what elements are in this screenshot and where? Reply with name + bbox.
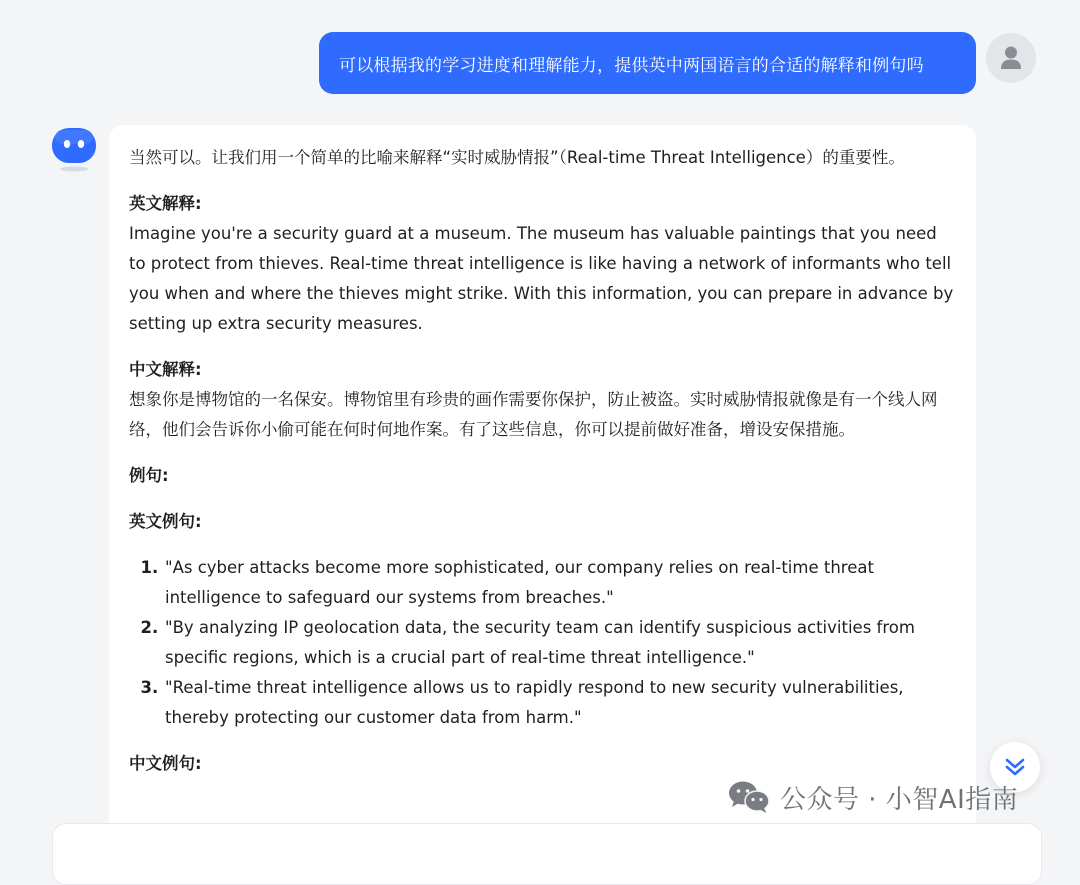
english-explanation-heading: 英文解释:: [129, 194, 202, 213]
wechat-icon: [728, 780, 770, 814]
chinese-explanation-heading: 中文解释:: [129, 360, 202, 379]
english-explanation-text: Imagine you're a security guard at a museum. The museum has valuable paintings that you need to protect from thieves. Real-time threat intelligence is like having a network of informants who tell you when and where the thieves might strike. With this information, you can prepare in advance by setting up extra security measures.: [129, 224, 954, 333]
double-chevron-down-icon: [1003, 755, 1027, 779]
watermark: [728, 777, 1018, 817]
english-examples-heading: 英文例句:: [129, 512, 202, 531]
user-avatar[interactable]: [986, 33, 1036, 83]
watermark-text: 公众号 · 小智AI指南: [780, 784, 1019, 815]
examples-heading: 例句:: [129, 466, 169, 485]
bot-avatar: [51, 127, 97, 173]
list-item: 1. "As cyber attacks become more sophisticated, our company relies on real-time threat intelligence to safeguard our systems from breaches.": [164, 553, 956, 613]
user-message-text: 可以根据我的学习进度和理解能力，提供英中两国语言的合适的解释和例句吗: [339, 55, 924, 76]
bot-intro-text: 当然可以。让我们用一个简单的比喻来解释“实时威胁情报”（Real-time Threat Intelligence）的重要性。: [129, 148, 905, 167]
chat-input-bar[interactable]: [52, 823, 1042, 885]
person-icon: [1000, 45, 1022, 71]
chinese-examples-heading: 中文例句:: [129, 754, 202, 773]
list-item: 2. "By analyzing IP geolocation data, the security team can identify suspicious activities from specific regions, which is a crucial part of real-time threat intelligence.": [164, 613, 956, 673]
user-message-bubble: [319, 32, 976, 94]
bot-face-icon: [51, 127, 97, 173]
list-item: 3. "Real-time threat intelligence allows us to rapidly respond to new security vulnerabilities, thereby protecting our customer data from harm.": [164, 673, 956, 733]
english-examples-list: [129, 553, 956, 733]
chinese-explanation-text: 想象你是博物馆的一名保安。博物馆里有珍贵的画作需要你保护，防止被盗。实时威胁情报就像是有一个线人网络，他们会告诉你小偷可能在何时何地作案。有了这些信息，你可以提前做好准备，增设安保措施。: [129, 390, 938, 439]
bot-message-card: [109, 125, 976, 885]
